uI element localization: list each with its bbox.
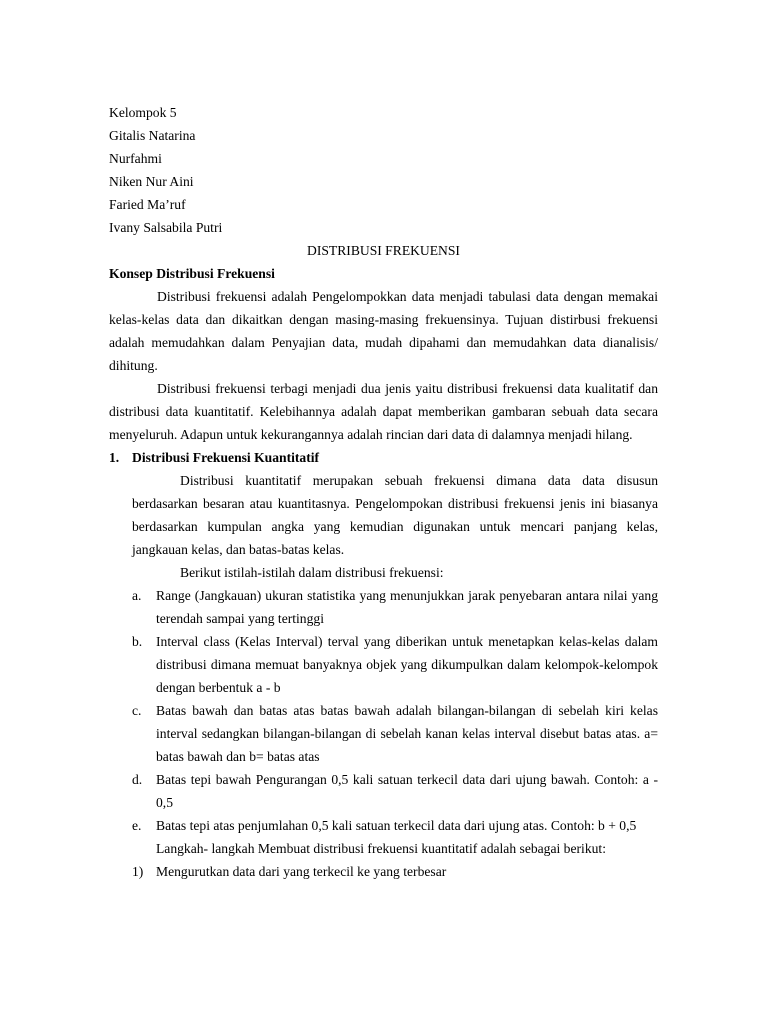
list-marker: b. [132, 634, 143, 649]
list-item-text: Batas tepi bawah Pengurangan 0,5 kali satuan terkecil data dari ujung bawah. Contoh: a - 0,5 [156, 772, 658, 810]
step-marker: 1) [132, 864, 144, 879]
list-item [109, 814, 658, 837]
document-title: DISTRIBUSI FREKUENSI [307, 243, 460, 258]
section-paragraph: Distribusi kuantitatif merupakan sebuah frekuensi dimana data data disusun berdasarkan besaran atau kuantitasnya. Pengelompokan distribusi frekuensi jenis ini biasanya berdasarkan kumpulan angka yang kemudian digunakan untuk mencari panjang kelas, jangkauan kelas, dan batas-batas kelas. [132, 473, 658, 557]
list-marker: a. [132, 588, 142, 603]
list-marker: e. [132, 818, 142, 833]
step-text: Mengurutkan data dari yang terkecil ke yang terbesar [156, 864, 447, 879]
member-name: Niken Nur Aini [109, 174, 194, 189]
list-item-text: Batas bawah dan batas atas batas bawah adalah bilangan-bilangan di sebelah kiri kelas interval sedangkan bilangan-bilangan di sebelah kanan kelas interval disebut batas atas. a= batas bawah dan b= batas atas [156, 703, 658, 764]
terms-intro: Berikut istilah-istilah dalam distribusi frekuensi: [180, 565, 444, 580]
section-heading-text: Distribusi Frekuensi Kuantitatif [132, 450, 320, 465]
section-body [109, 469, 658, 584]
list-item [109, 768, 658, 814]
member-name: Nurfahmi [109, 151, 162, 166]
list-item-text: Batas tepi atas penjumlahan 0,5 kali satuan terkecil data dari ujung atas. Contoh: b + 0,5 [156, 818, 637, 833]
concept-paragraph: Distribusi frekuensi terbagi menjadi dua jenis yaitu distribusi frekuensi data kualitatif dan distribusi data kuantitatif. Kelebihannya adalah dapat memberikan gambaran sebuah data secara menyeluruh. Adapun untuk kekurangannya adalah rincian dari data di dalamnya menjadi hilang. [109, 381, 658, 442]
member-name: Faried Ma’ruf [109, 197, 186, 212]
step-item [109, 860, 658, 883]
list-item [109, 630, 658, 699]
list-item-text: Interval class (Kelas Interval) terval yang diberikan untuk menetapkan kelas-kelas dalam distribusi dimana memuat banyaknya objek yang dikumpulkan dalam kelompok-kelompok dengan berbentuk a - b [156, 634, 658, 695]
concept-paragraph: Distribusi frekuensi adalah Pengelompokkan data menjadi tabulasi data dengan memakai kelas-kelas data dan dikaitkan dengan masing-masing frekuensinya. Tujuan distirbusi frekuensi adalah memudahkan dalam Penyajian data, mudah dipahami dan memudahkan data dianalisis/ dihitung. [109, 289, 658, 373]
list-item-text: Range (Jangkauan) ukuran statistika yang menunjukkan jarak penyebaran antara nilai yang terendah sampai yang tertinggi [156, 588, 658, 626]
list-item [109, 584, 658, 630]
section-number: 1. [109, 450, 120, 465]
group-label: Kelompok 5 [109, 105, 177, 120]
steps-intro: Langkah- langkah Membuat distribusi frekuensi kuantitatif adalah sebagai berikut: [156, 841, 606, 856]
concept-heading: Konsep Distribusi Frekuensi [109, 266, 275, 281]
list-marker: d. [132, 772, 143, 787]
list-marker: c. [132, 703, 142, 718]
member-name: Gitalis Natarina [109, 128, 196, 143]
member-name: Ivany Salsabila Putri [109, 220, 223, 235]
list-item [109, 699, 658, 768]
section-heading [109, 446, 658, 469]
